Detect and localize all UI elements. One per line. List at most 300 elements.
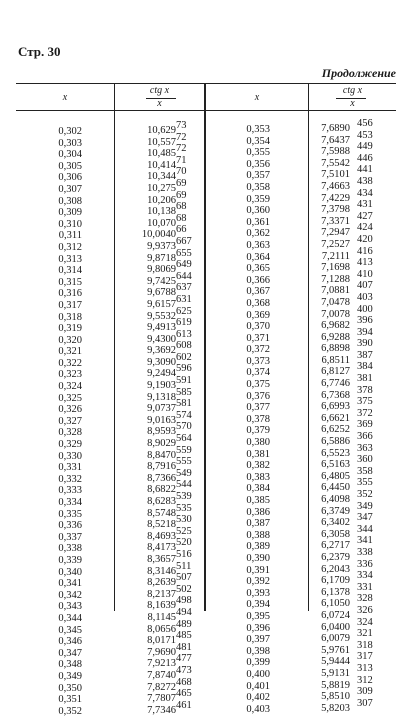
ctg-ratio-value: 9,3090 [147, 356, 176, 368]
difference-value: 309 [357, 686, 373, 698]
ctg-ratio-value: 8,1639 [147, 600, 176, 612]
ctg-ratio-value: 7,4663 [321, 180, 350, 192]
x-value: 0,352 [58, 705, 82, 717]
difference-value: 347 [357, 512, 373, 524]
ctg-ratio-value: 9,6157 [147, 298, 176, 310]
x-value: 0,402 [246, 692, 270, 704]
difference-value: 321 [357, 628, 373, 640]
difference-value: 631 [176, 293, 192, 305]
ctg-ratio-value: 7,5101 [321, 169, 350, 181]
ctg-ratio-value: 7,0478 [321, 296, 350, 308]
difference-value: 535 [176, 502, 192, 514]
ctg-ratio-value: 7,0078 [321, 308, 350, 320]
ctg-ratio-value: 10,485 [147, 148, 176, 160]
x-value: 0,370 [246, 321, 270, 333]
difference-value: 416 [357, 245, 373, 257]
header-ctg-right: ctg x [342, 85, 363, 96]
difference-value: 564 [176, 433, 192, 445]
ctg-ratio-value: 6,6252 [321, 424, 350, 436]
difference-value: 390 [357, 338, 373, 350]
x-value: 0,305 [58, 160, 82, 172]
x-value: 0,332 [58, 473, 82, 485]
difference-value: 465 [176, 688, 192, 700]
difference-value: 431 [357, 199, 373, 211]
right-value-column [304, 123, 350, 714]
col-sep-1 [114, 83, 115, 611]
ctg-ratio-value: 6,2717 [321, 540, 350, 552]
ctg-ratio-value: 9,8069 [147, 264, 176, 276]
x-value: 0,325 [58, 392, 82, 404]
x-value: 0,310 [58, 218, 82, 230]
difference-value: 489 [176, 618, 192, 630]
ctg-ratio-value: 9,6788 [147, 287, 176, 299]
ctg-ratio-value: 8,8470 [147, 449, 176, 461]
x-value: 0,353 [246, 124, 270, 135]
x-value: 0,382 [246, 460, 270, 472]
ctg-ratio-value: 6,3402 [321, 517, 350, 529]
x-value: 0,311 [58, 230, 82, 242]
difference-value: 438 [357, 175, 373, 187]
x-value: 0,397 [246, 634, 270, 646]
difference-value: 468 [176, 676, 192, 688]
x-value: 0,306 [58, 172, 82, 184]
ctg-ratio-value: 9,4913 [147, 322, 176, 334]
ctg-ratio-value: 9,1318 [147, 391, 176, 403]
difference-value: 66 [176, 224, 187, 236]
ctg-ratio-value: 8,7366 [147, 472, 176, 484]
difference-value: 441 [357, 164, 373, 176]
difference-value: 602 [176, 351, 192, 363]
ctg-ratio-value: 7,2111 [321, 250, 350, 262]
difference-value: 507 [176, 572, 192, 584]
difference-value: 363 [357, 442, 373, 454]
continuation-label: Продолжение [321, 66, 396, 80]
x-value: 0,361 [246, 216, 270, 228]
ctg-ratio-value: 6,9288 [321, 331, 350, 343]
ctg-ratio-value: 6,2043 [321, 563, 350, 575]
difference-value: 596 [176, 363, 192, 375]
ctg-ratio-value: 6,8511 [321, 354, 350, 366]
ctg-ratio-value: 8,2137 [147, 588, 176, 600]
x-value: 0,330 [58, 450, 82, 462]
difference-value: 372 [357, 407, 373, 419]
difference-value: 69 [176, 189, 187, 201]
x-value: 0,326 [58, 404, 82, 416]
x-value: 0,367 [246, 286, 270, 298]
ctg-ratio-value: 7,2947 [321, 227, 350, 239]
ctg-ratio-value: 8,3657 [147, 553, 176, 565]
ctg-ratio-value: 6,7368 [321, 389, 350, 401]
x-value: 0,308 [58, 195, 82, 207]
difference-value: 334 [357, 570, 373, 582]
difference-value: 366 [357, 431, 373, 443]
difference-value: 456 [357, 118, 373, 129]
ctg-ratio-value: 6,5886 [321, 436, 350, 448]
x-value: 0,346 [58, 636, 82, 648]
header-ctg-den-left: x [157, 98, 162, 109]
difference-value: 516 [176, 548, 192, 560]
difference-value: 477 [176, 653, 192, 665]
x-value: 0,319 [58, 323, 82, 335]
difference-value: 318 [357, 639, 373, 651]
x-value: 0,307 [58, 183, 82, 195]
difference-value: 69 [176, 177, 187, 189]
x-value: 0,341 [58, 578, 82, 590]
difference-value: 485 [176, 630, 192, 642]
ctg-ratio-value: 10,344 [147, 171, 176, 183]
difference-value: 355 [357, 477, 373, 489]
difference-value: 502 [176, 583, 192, 595]
x-value: 0,355 [246, 147, 270, 159]
ctg-ratio-value: 9,0163 [147, 414, 176, 426]
x-value: 0,357 [246, 170, 270, 182]
difference-value: 520 [176, 537, 192, 549]
difference-value: 619 [176, 317, 192, 329]
difference-value: 625 [176, 305, 192, 317]
difference-value: 555 [176, 456, 192, 468]
ctg-ratio-value: 8,4173 [147, 542, 176, 554]
x-value: 0,351 [58, 694, 82, 706]
x-value: 0,394 [246, 599, 270, 611]
ctg-ratio-value: 9,4300 [147, 333, 176, 345]
difference-value: 613 [176, 328, 192, 340]
x-value: 0,328 [58, 427, 82, 439]
x-value: 0,374 [246, 367, 270, 379]
x-value: 0,388 [246, 529, 270, 541]
ctg-ratio-value: 7,8740 [147, 669, 176, 681]
x-value: 0,304 [58, 149, 82, 161]
ctg-ratio-value: 7,6890 [321, 123, 350, 134]
ctg-ratio-value: 7,8272 [147, 681, 176, 693]
difference-value: 72 [176, 131, 187, 143]
ctg-ratio-value: 5,8203 [321, 702, 350, 714]
col-sep-mid [204, 83, 206, 611]
left-diff-column [176, 120, 202, 711]
x-value: 0,329 [58, 439, 82, 451]
difference-value: 473 [176, 664, 192, 676]
header-rule [16, 110, 396, 111]
ctg-ratio-value: 7,9213 [147, 658, 176, 670]
x-value: 0,340 [58, 566, 82, 578]
x-value: 0,364 [246, 251, 270, 263]
x-value: 0,316 [58, 288, 82, 300]
x-value: 0,368 [246, 297, 270, 309]
ctg-ratio-value: 9,0737 [147, 403, 176, 415]
x-value: 0,302 [58, 126, 82, 137]
x-value: 0,391 [246, 564, 270, 576]
difference-value: 427 [357, 210, 373, 222]
x-value: 0,314 [58, 265, 82, 277]
ctg-ratio-value: 8,7916 [147, 461, 176, 473]
difference-value: 644 [176, 270, 192, 282]
difference-value: 420 [357, 233, 373, 245]
x-value: 0,401 [246, 680, 270, 692]
x-value: 0,313 [58, 253, 82, 265]
ctg-ratio-value: 7,7346 [147, 704, 176, 716]
right-x-column [230, 124, 270, 715]
difference-value: 307 [357, 697, 373, 709]
ctg-ratio-value: 8,0656 [147, 623, 176, 635]
x-value: 0,366 [246, 274, 270, 286]
difference-value: 461 [176, 699, 192, 711]
x-value: 0,377 [246, 402, 270, 414]
ctg-ratio-value: 8,4693 [147, 530, 176, 542]
difference-value: 326 [357, 604, 373, 616]
difference-value: 511 [176, 560, 192, 572]
ctg-ratio-value: 10,070 [147, 217, 176, 229]
ctg-ratio-value: 9,8718 [147, 252, 176, 264]
difference-value: 360 [357, 454, 373, 466]
x-value: 0,327 [58, 415, 82, 427]
ctg-ratio-value: 9,2494 [147, 368, 176, 380]
x-value: 0,354 [246, 135, 270, 147]
difference-value: 369 [357, 419, 373, 431]
x-value: 0,335 [58, 508, 82, 520]
x-value: 0,389 [246, 541, 270, 553]
x-value: 0,347 [58, 647, 82, 659]
ctg-ratio-value: 8,2639 [147, 577, 176, 589]
ctg-ratio-value: 10,0040 [141, 229, 176, 241]
ctg-ratio-value: 6,3749 [321, 505, 350, 517]
difference-value: 331 [357, 581, 373, 593]
x-value: 0,339 [58, 554, 82, 566]
ctg-ratio-value: 6,4450 [321, 482, 350, 494]
difference-value: 539 [176, 491, 192, 502]
ctg-ratio-value: 6,4805 [321, 470, 350, 482]
difference-value: 68 [176, 201, 187, 213]
ctg-ratio-value: 9,5532 [147, 310, 176, 322]
difference-value: 446 [357, 152, 373, 164]
x-value: 0,336 [58, 520, 82, 532]
ctg-ratio-value: 6,3058 [321, 528, 350, 540]
difference-value: 344 [357, 523, 373, 535]
difference-value: 349 [357, 500, 373, 512]
left-x-column [42, 126, 82, 717]
x-value: 0,371 [246, 332, 270, 344]
ctg-ratio-value: 5,9761 [321, 644, 350, 656]
x-value: 0,359 [246, 193, 270, 205]
x-value: 0,331 [58, 462, 82, 474]
x-value: 0,379 [246, 425, 270, 437]
ctg-ratio-value: 6,1378 [321, 586, 350, 598]
ctg-ratio-value: 10,557 [147, 136, 176, 148]
difference-value: 410 [357, 268, 373, 280]
ctg-ratio-value: 7,5542 [321, 157, 350, 169]
header-x-left: x [62, 92, 68, 103]
difference-value: 559 [176, 444, 192, 456]
difference-value: 387 [357, 349, 373, 361]
ctg-ratio-value: 5,9444 [321, 656, 350, 668]
difference-value: 71 [176, 154, 187, 166]
ctg-ratio-value: 9,7425 [147, 275, 176, 287]
difference-value: 313 [357, 662, 373, 674]
difference-value: 336 [357, 558, 373, 570]
header-ctg-den-right: x [350, 98, 355, 109]
difference-value: 375 [357, 396, 373, 408]
difference-value: 434 [357, 187, 373, 199]
ctg-ratio-value: 7,2527 [321, 238, 350, 250]
ctg-ratio-value: 8,0171 [147, 635, 176, 647]
difference-value: 574 [176, 409, 192, 421]
x-value: 0,362 [246, 228, 270, 240]
x-value: 0,372 [246, 344, 270, 356]
x-value: 0,376 [246, 390, 270, 402]
difference-value: 608 [176, 340, 192, 352]
difference-value: 570 [176, 421, 192, 433]
difference-value: 394 [357, 326, 373, 338]
ctg-ratio-value: 8,1145 [147, 611, 176, 623]
difference-value: 525 [176, 525, 192, 537]
difference-value: 396 [357, 315, 373, 327]
ctg-ratio-value: 7,0881 [321, 285, 350, 297]
x-value: 0,384 [246, 483, 270, 495]
page-number: Стр. 30 [18, 44, 61, 59]
ctg-ratio-value: 5,9131 [321, 667, 350, 679]
x-value: 0,380 [246, 437, 270, 449]
header-ctg-left: ctg x [149, 85, 170, 96]
x-value: 0,400 [246, 668, 270, 680]
ctg-ratio-value: 8,9593 [147, 426, 176, 438]
ctg-ratio-value: 7,7807 [147, 693, 176, 705]
x-value: 0,337 [58, 531, 82, 543]
difference-value: 655 [176, 247, 192, 259]
difference-value: 72 [176, 143, 187, 155]
ctg-ratio-value: 6,6621 [321, 412, 350, 424]
difference-value: 549 [176, 467, 192, 479]
x-value: 0,317 [58, 299, 82, 311]
difference-value: 494 [176, 606, 192, 618]
x-value: 0,349 [58, 670, 82, 682]
x-value: 0,363 [246, 239, 270, 251]
difference-value: 324 [357, 616, 373, 628]
x-value: 0,403 [246, 703, 270, 715]
ctg-ratio-value: 6,2379 [321, 551, 350, 563]
difference-value: 413 [357, 257, 373, 269]
ctg-ratio-value: 6,5523 [321, 447, 350, 459]
ctg-ratio-value: 7,1698 [321, 262, 350, 274]
ctg-ratio-value: 6,7746 [321, 378, 350, 390]
difference-value: 312 [357, 674, 373, 686]
ctg-ratio-value: 10,414 [147, 159, 176, 171]
ctg-ratio-value: 7,3798 [321, 204, 350, 216]
difference-value: 544 [176, 479, 192, 491]
difference-value: 384 [357, 361, 373, 373]
x-value: 0,381 [246, 448, 270, 460]
ctg-ratio-value: 5,8510 [321, 691, 350, 703]
ctg-ratio-value: 6,5163 [321, 459, 350, 471]
ctg-ratio-value: 6,4098 [321, 494, 350, 505]
x-value: 0,348 [58, 659, 82, 671]
x-value: 0,356 [246, 158, 270, 170]
x-value: 0,383 [246, 471, 270, 483]
ctg-ratio-value: 10,206 [147, 194, 176, 206]
x-value: 0,322 [58, 357, 82, 369]
ctg-ratio-value: 8,9029 [147, 438, 176, 450]
difference-value: 338 [357, 546, 373, 558]
x-value: 0,343 [58, 601, 82, 613]
x-value: 0,385 [246, 495, 270, 506]
ctg-ratio-value: 10,138 [147, 206, 176, 218]
x-value: 0,315 [58, 276, 82, 288]
difference-value: 352 [357, 489, 373, 500]
ctg-ratio-value: 6,0724 [321, 609, 350, 621]
x-value: 0,386 [246, 506, 270, 518]
ctg-ratio-value: 9,1903 [147, 380, 176, 392]
x-value: 0,387 [246, 518, 270, 530]
difference-value: 68 [176, 212, 187, 224]
x-value: 0,399 [246, 657, 270, 669]
difference-value: 649 [176, 259, 192, 271]
ctg-ratio-value: 7,1288 [321, 273, 350, 285]
difference-value: 73 [176, 120, 187, 131]
ctg-ratio-value: 8,5218 [147, 519, 176, 531]
x-value: 0,390 [246, 552, 270, 564]
x-value: 0,360 [246, 205, 270, 217]
x-value: 0,378 [246, 413, 270, 425]
left-value-column [130, 125, 176, 716]
ctg-ratio-value: 10,629 [147, 125, 176, 136]
ctg-ratio-value: 8,3146 [147, 565, 176, 577]
difference-value: 70 [176, 166, 187, 178]
difference-value: 453 [357, 129, 373, 141]
ctg-table [16, 83, 396, 717]
difference-value: 424 [357, 222, 373, 234]
ctg-ratio-value: 6,8898 [321, 343, 350, 355]
x-value: 0,342 [58, 589, 82, 601]
x-value: 0,345 [58, 624, 82, 636]
ctg-ratio-value: 9,9373 [147, 240, 176, 252]
ctg-ratio-value: 9,3692 [147, 345, 176, 357]
x-value: 0,365 [246, 263, 270, 275]
difference-value: 591 [176, 375, 192, 387]
x-value: 0,375 [246, 379, 270, 391]
x-value: 0,321 [58, 346, 82, 358]
difference-value: 667 [176, 235, 192, 247]
difference-value: 637 [176, 282, 192, 294]
x-value: 0,333 [58, 485, 82, 497]
difference-value: 481 [176, 641, 192, 653]
difference-value: 449 [357, 141, 373, 153]
top-rule [16, 83, 396, 84]
x-value: 0,373 [246, 355, 270, 367]
difference-value: 328 [357, 593, 373, 605]
difference-value: 381 [357, 373, 373, 385]
ctg-ratio-value: 8,5748 [147, 507, 176, 519]
ctg-ratio-value: 6,0400 [321, 621, 350, 633]
ctg-ratio-value: 6,9682 [321, 320, 350, 332]
ctg-ratio-value: 6,1709 [321, 575, 350, 587]
ctg-ratio-value: 7,4229 [321, 192, 350, 204]
x-value: 0,323 [58, 369, 82, 381]
x-value: 0,312 [58, 241, 82, 253]
x-value: 0,396 [246, 622, 270, 634]
header-x-right: x [254, 92, 260, 103]
difference-value: 530 [176, 514, 192, 526]
difference-value: 585 [176, 386, 192, 398]
ctg-ratio-value: 6,6993 [321, 401, 350, 413]
difference-value: 378 [357, 384, 373, 396]
x-value: 0,344 [58, 612, 82, 624]
x-value: 0,350 [58, 682, 82, 694]
ctg-ratio-value: 5,8819 [321, 679, 350, 691]
ctg-ratio-value: 8,6822 [147, 484, 176, 496]
x-value: 0,334 [58, 497, 82, 508]
x-value: 0,392 [246, 576, 270, 588]
x-value: 0,393 [246, 587, 270, 599]
difference-value: 403 [357, 291, 373, 303]
ctg-ratio-value: 8,6283 [147, 496, 176, 507]
difference-value: 407 [357, 280, 373, 292]
